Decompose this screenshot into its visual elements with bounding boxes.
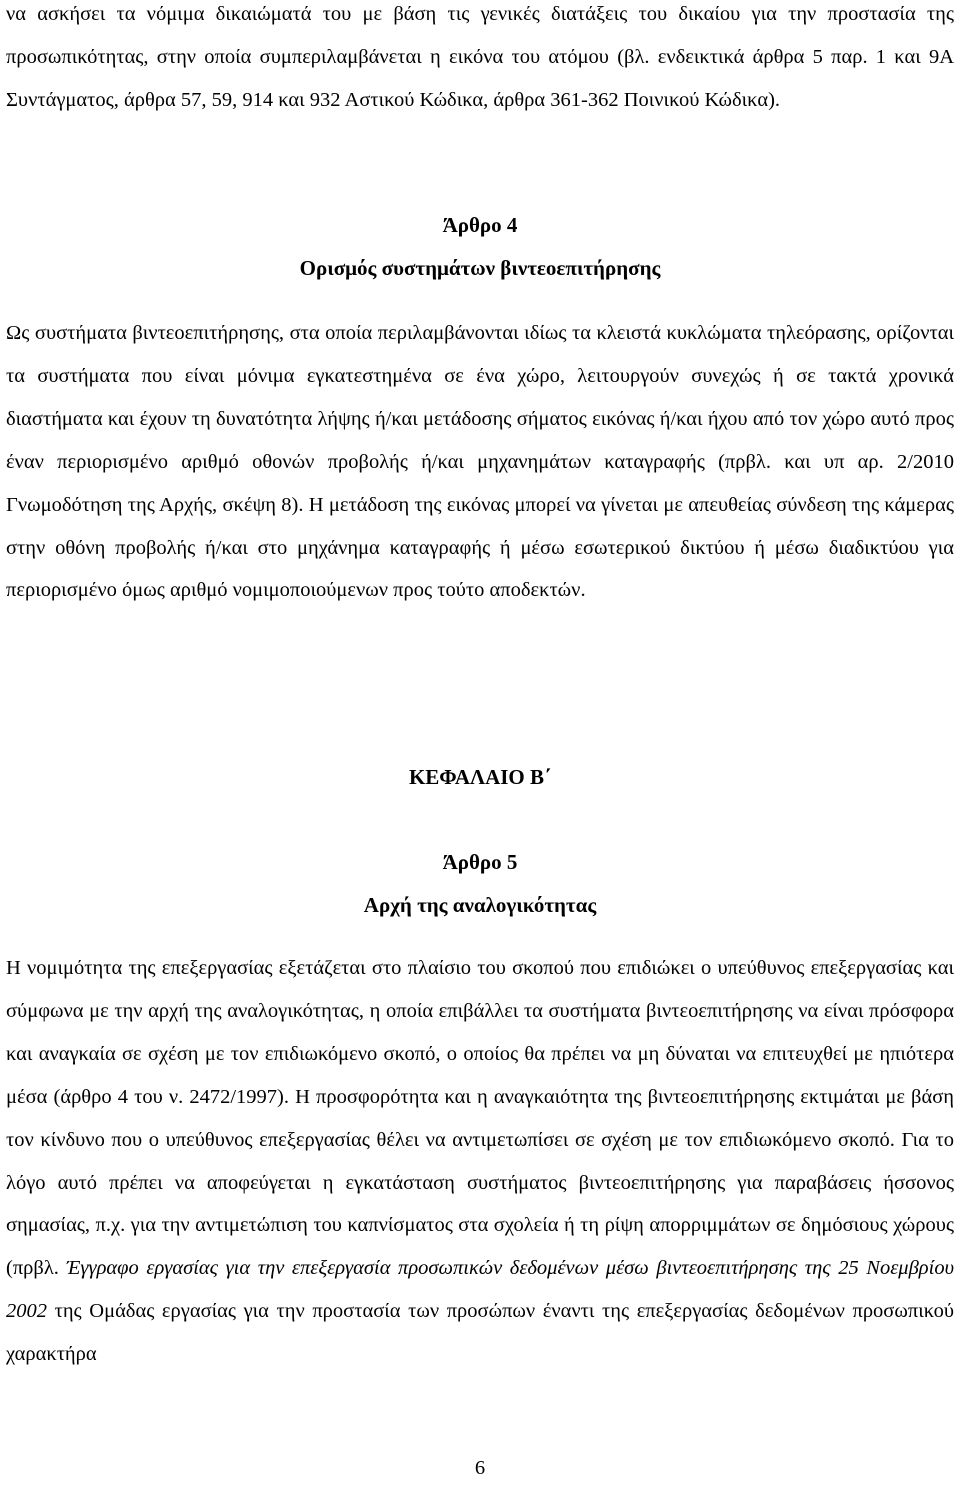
intro-paragraph: να ασκήσει τα νόμιμα δικαιώματά του με βάση τις γενικές διατάξεις του δικαίου για την προστασία της προσωπικότητας, στην οποία συμπεριλαμβάνεται η εικόνα του ατόμου (βλ. ενδεικτικά άρθρα 5 παρ. 1 και 9Α Συντάγματος, άρθρα 57, 59, 914 και 932 Αστικού Κώδικα, άρθρα 361-362 Ποινικού Κώδικα). [6,3,954,111]
article-4-title: Ορισμός συστημάτων βιντεοεπιτήρησης [299,256,661,280]
article-5-paragraph [6,947,954,1376]
article-5-paragraph-start: Η νομιμότητα της επεξεργασίας εξετάζεται στο πλαίσιο του σκοπού που επιδιώκει ο υπεύθυνος επεξεργασίας και σύμφωνα με την αρχή της αναλογικότητας, η οποία επιβάλλει τα συστήματα βιντεοεπιτήρησης να είναι πρόσφορα και αναγκαία σε σχέση με τον επιδιωκόμενο σκοπό, ο οποίος θα πρέπει να μη δύναται να επιτευχθεί με ηπιότερα μέσα (άρθρο 4 του ν. 2472/1997). Η προσφορότητα και η αναγκαιότητα της βιντεοεπιτήρησης εκτιμάται με βάση τον κίνδυνο που ο υπεύθυνος επεξεργασίας θέλει να αντιμετωπίσει σε σχέση με τον επιδιωκόμενο σκοπό. Για το λόγο αυτό πρέπει να αποφεύγεται η εγκατάσταση συστήματος βιντεοεπιτήρησης για παραβάσεις ήσσονος σημασίας, π.χ. για την αντιμετώπιση του καπνίσματος στα σχολεία ή τη ρίψη απορριμμάτων σε δημόσιους χώρους (πρβλ. [6,957,954,1280]
page-number: 6 [474,1457,486,1479]
article-4-paragraph: Ως συστήματα βιντεοεπιτήρησης, στα οποία περιλαμβάνονται ιδίως τα κλειστά κυκλώματα τηλεόρασης, ορίζονται τα συστήματα που είναι μόνιμα εγκατεστημένα σε ένα χώρο, λειτουργούν συνεχώς ή σε τακτά χρονικά διαστήματα και έχουν τη δυνατότητα λήψης ή/και μετάδοσης σήματος εικόνας ή/και ήχου από τον χώρο αυτό προς έναν περιορισμένο αριθμό οθονών προβολής ή/και μηχανημάτων καταγραφής (πρβλ. και υπ αρ. 2/2010 Γνωμοδότηση της Αρχής, σκέψη 8). Η μετάδοση της εικόνας μπορεί να γίνεται με απευθείας σύνδεση της κάμερας στην οθόνη προβολής ή/και στο μηχάνημα καταγραφής ή μέσω εσωτερικού δικτύου ή μέσω διαδικτύου για περιορισμένο όμως αριθμό νομιμοποιούμενων προς τούτο αποδεκτών. [6,322,954,602]
chapter-heading: ΚΕΦΑΛΑΙΟ Β΄ [408,765,552,789]
article-4-heading: Άρθρο 4 [442,213,518,237]
article-5-heading: Άρθρο 5 [442,850,518,874]
article-5-title: Αρχή της αναλογικότητας [363,893,597,917]
article-5-paragraph-end: της Ομάδας εργασίας για την προστασία των προσώπων έναντι της επεξεργασίας δεδομένων προσωπικού χαρακτήρα [6,1300,954,1366]
article-5-paragraph-italic: Έγγραφο εργασίας για την επεξεργασία προσωπικών δεδομένων μέσω βιντεοεπιτήρησης της 25 Νοεμβρίου 2002 [6,1257,954,1323]
